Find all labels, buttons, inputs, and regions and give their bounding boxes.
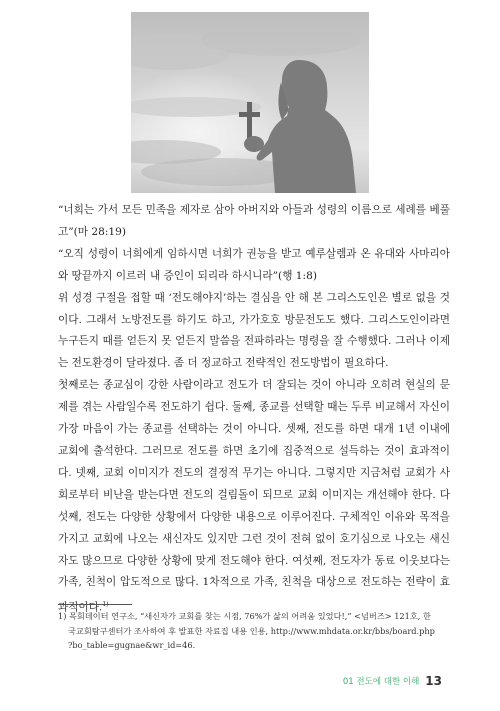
paragraph-findings-text: 첫째로는 종교심이 강한 사람이라고 전도가 더 잘되는 것이 아니라 오히려 현실의 문제를 겪는 사람일수록 전도하기 쉽다. 둘째, 종교를 선택할 때는 두루 비교해서 자신이 가장 마음이 가는 종교를 선택하는 것이 아니다. 셋째, 전도를 하면 대개 1년 이내에 교회에 출석한다. 그러므로 전도를 하면 초기에 집중적으로 설득하는 것이 효과적이다. 넷째, 교회 이미지가 전도의 결정적 무기는 아니다. 그렇지만 지금처럼 교회가 사회로부터 비난을 받는다면 전도의 걸림돌이 되므로 교회 이미지는 개선해야 한다. 다섯째, 전도는 다양한 상황에서 다양한 내용으로 이루어진다. 구체적인 이유와 목적을 가지고 교회에 나오는 새신자도 있지만 그런 것이 전혀 없이 호기심으로 나오는 새신자도 많으므로 다양한 상황에 맞게 전도해야 한다. 여섯째, 전도자가 동료 이웃보다는 가족, 친척이 압도적으로 많다. 1차적으로 가족, 친척을 대상으로 전도하는 전략이 효과적이다.	[58, 379, 450, 614]
chapter-label: 01 전도에 대한 이해	[342, 677, 420, 687]
body-text	[58, 200, 450, 620]
footnote-divider	[58, 604, 132, 605]
woman-holding-cross-silhouette-photo	[131, 12, 369, 193]
footnote-line-1: 1) 목회데이터 연구소, “새신자가 교회를 찾는 시점, 76%가 삶의 어려움 있었다!,” <넘버즈> 121호, 한	[58, 611, 431, 621]
footnote-line-2: 국교회탐구센터가 조사하여 후 발표한 자료집 내용 인용, http://www.mhdata.or.kr/bbs/board.php	[68, 625, 435, 636]
woman-holding-cross-photo	[131, 12, 369, 193]
footnote	[58, 609, 450, 653]
page-footer	[343, 673, 442, 689]
page-number: 13	[425, 674, 442, 688]
footnote-marker: 1)	[102, 601, 109, 609]
footnote-line-3: ?bo_table=gugnae&wr_id=46.	[68, 640, 196, 650]
paragraph-intro: 위 성경 구절을 접할 때 ‘전도해야지’하는 결심을 안 해 본 그리스도인은 별로 없을 것이다. 그래서 노방전도를 하기도 하고, 가가호호 방문전도도 했다. 그리스도인이라면 누구든지 때를 얻든지 못 얻든지 말씀을 전파하라는 명령을 잘 수행했다. 그러나 이제는 전도환경이 달라졌다. 좀 더 정교하고 전략적인 전도방법이 필요하다.	[58, 291, 450, 370]
paragraph-acts-quote: “오직 성령이 너희에게 임하시면 너희가 권능을 받고 예루살렘과 온 유대와 사마리아와 땅끝까지 이르러 내 증인이 되리라 하시니라”(행 1:8)	[58, 247, 450, 282]
paragraph-findings	[58, 375, 450, 620]
paragraph-matthew-quote: “너희는 가서 모든 민족을 제자로 삼아 아버지와 아들과 성령의 이름으로 세례를 베풀고”(마 28:19)	[58, 204, 450, 238]
